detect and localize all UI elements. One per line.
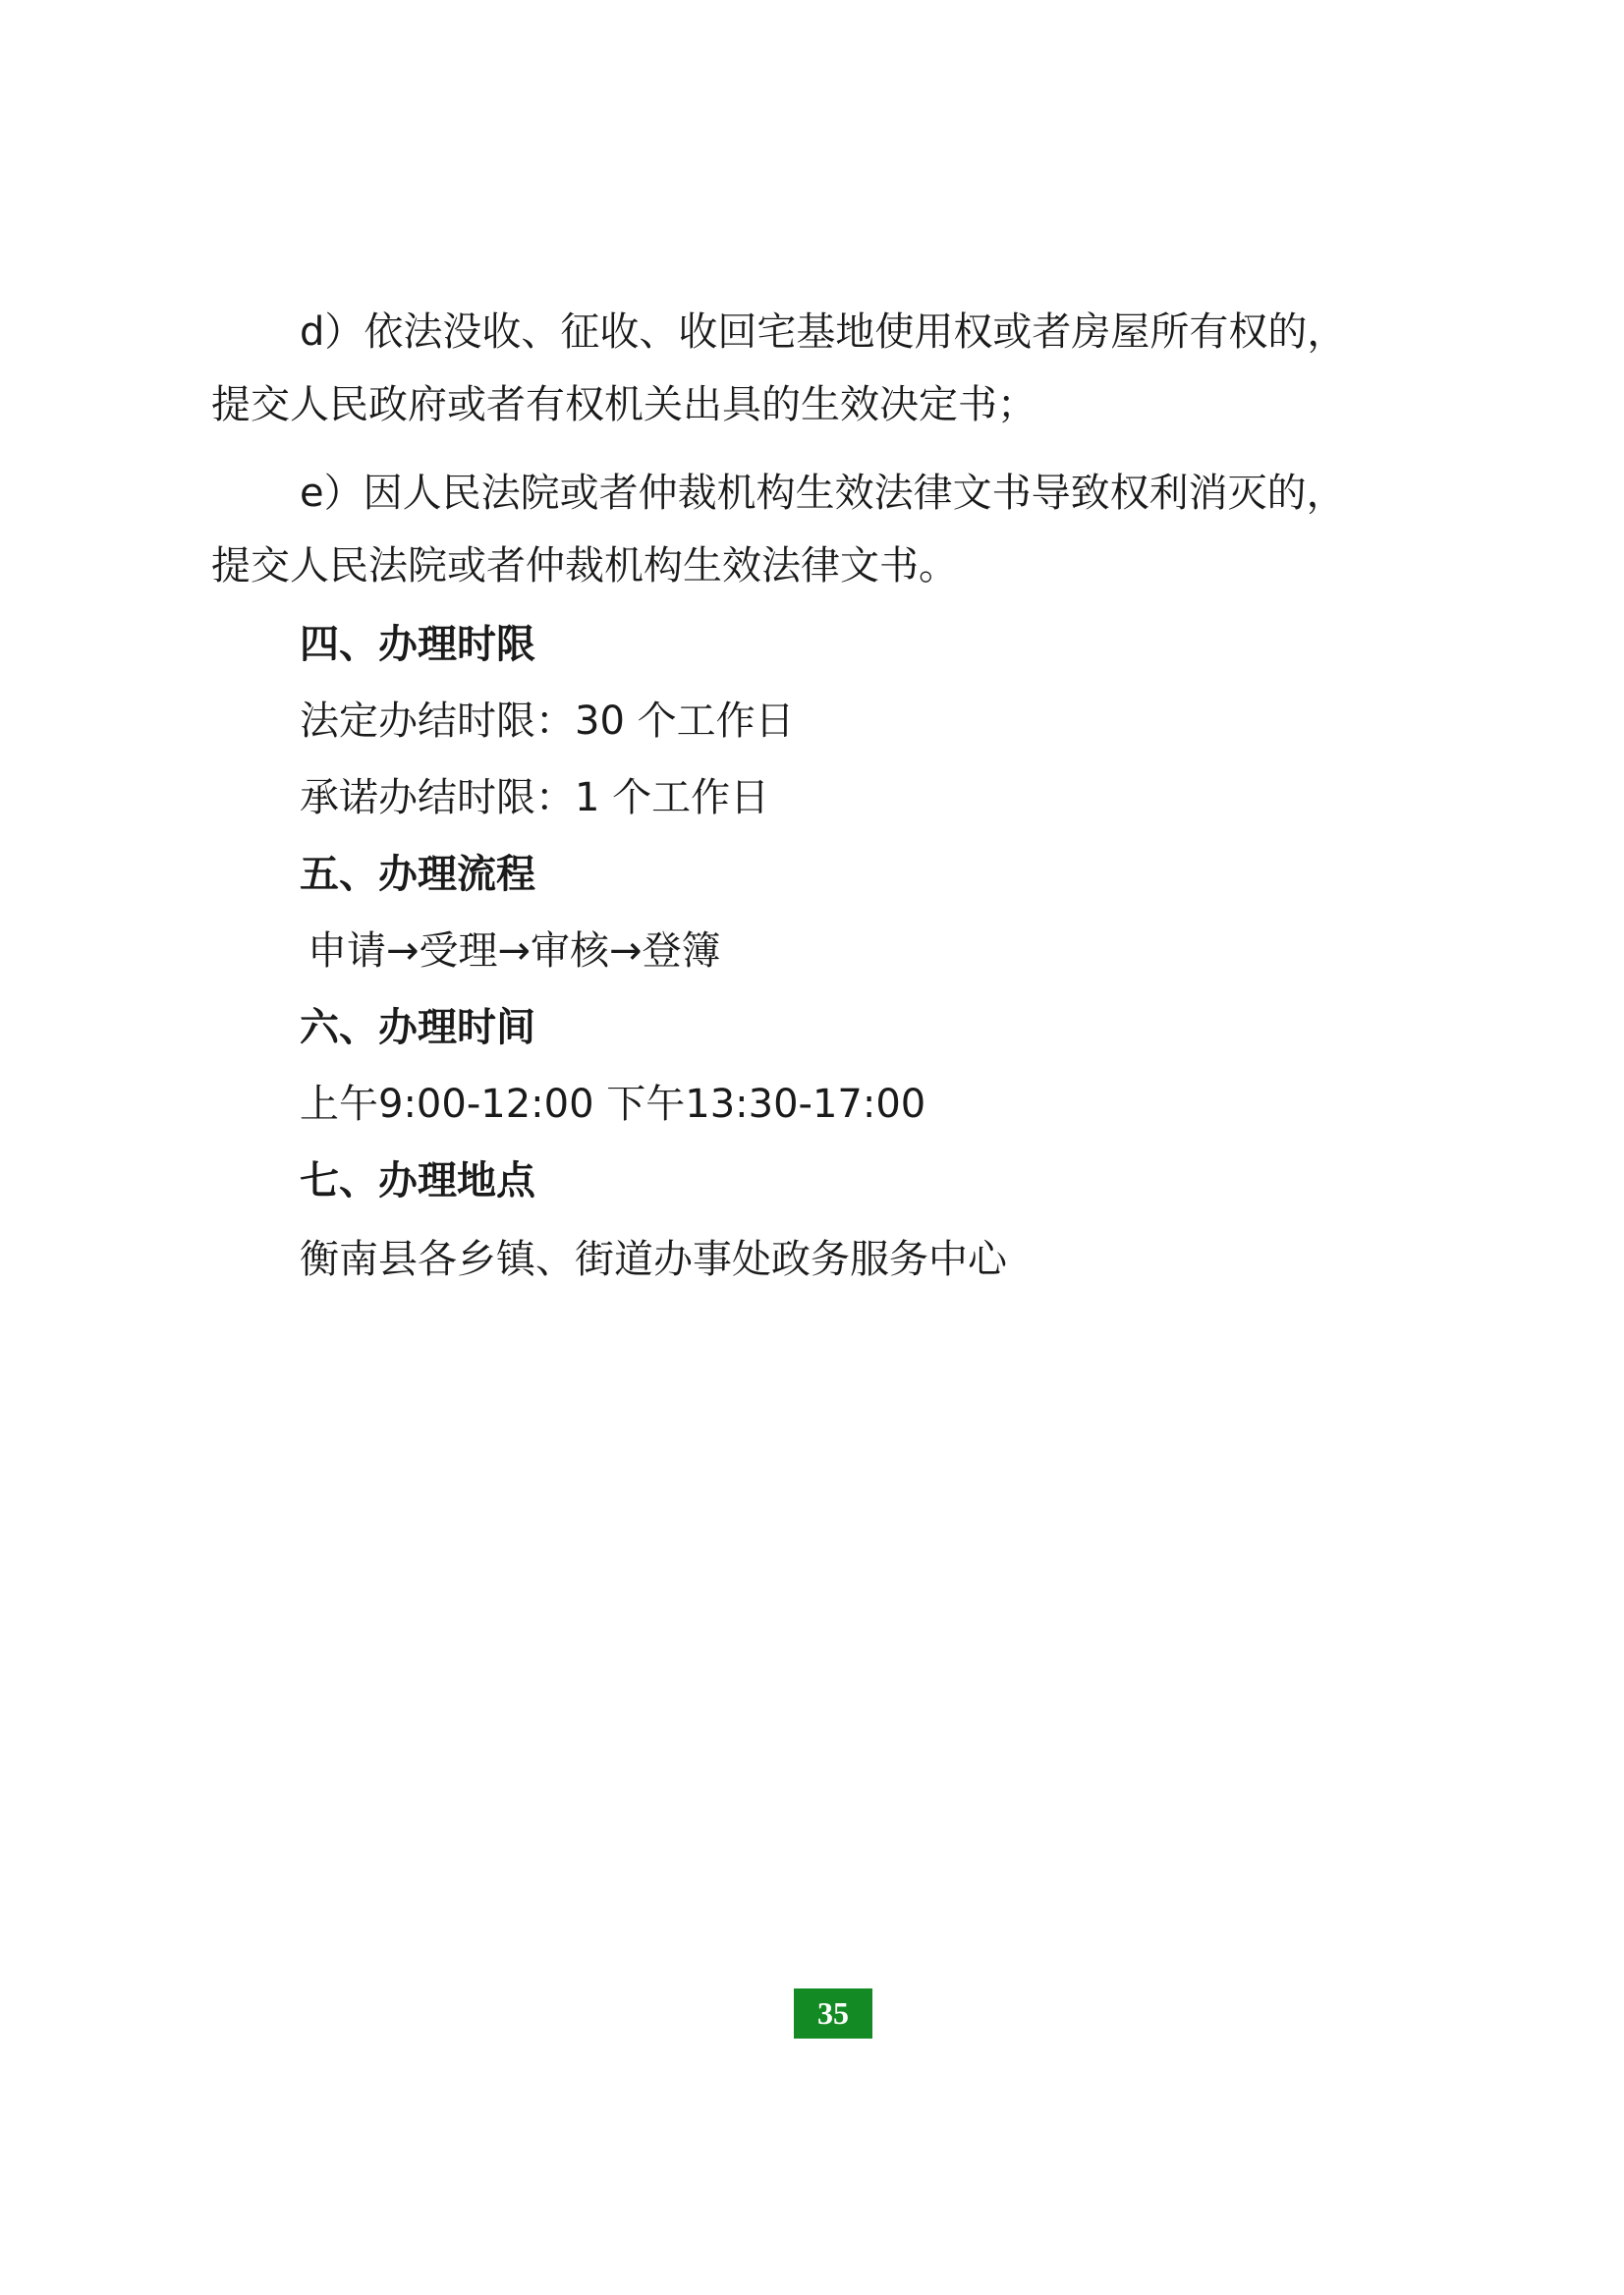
section-heading-location: 七、办理地点 bbox=[300, 1158, 535, 1203]
section-heading-process: 五、办理流程 bbox=[300, 852, 535, 897]
paragraph-e-line-1: e）因人民法院或者仲裁机构生效法律文书导致权利消灭的， bbox=[300, 471, 1346, 516]
office-hours: 上午9:00-12:00 下午13:30-17:00 bbox=[300, 1082, 926, 1127]
office-location: 衡南县各乡镇、街道办事处政务服务中心 bbox=[300, 1237, 1007, 1282]
paragraph-d-line-2: 提交人民政府或者有权机关出具的生效决定书； bbox=[211, 382, 1036, 427]
process-steps: 申请→受理→审核→登簿 bbox=[308, 928, 721, 974]
legal-time-limit: 法定办结时限：30 个工作日 bbox=[300, 699, 795, 744]
section-heading-time-limit: 四、办理时限 bbox=[300, 622, 535, 667]
section-heading-hours: 六、办理时间 bbox=[300, 1005, 535, 1050]
page-number-badge: 35 bbox=[794, 1988, 872, 2039]
paragraph-d-line-1: d）依法没收、征收、收回宅基地使用权或者房屋所有权的， bbox=[300, 309, 1347, 355]
promised-time-limit: 承诺办结时限：1 个工作日 bbox=[300, 775, 770, 820]
paragraph-e-line-2: 提交人民法院或者仲裁机构生效法律文书。 bbox=[211, 543, 958, 588]
